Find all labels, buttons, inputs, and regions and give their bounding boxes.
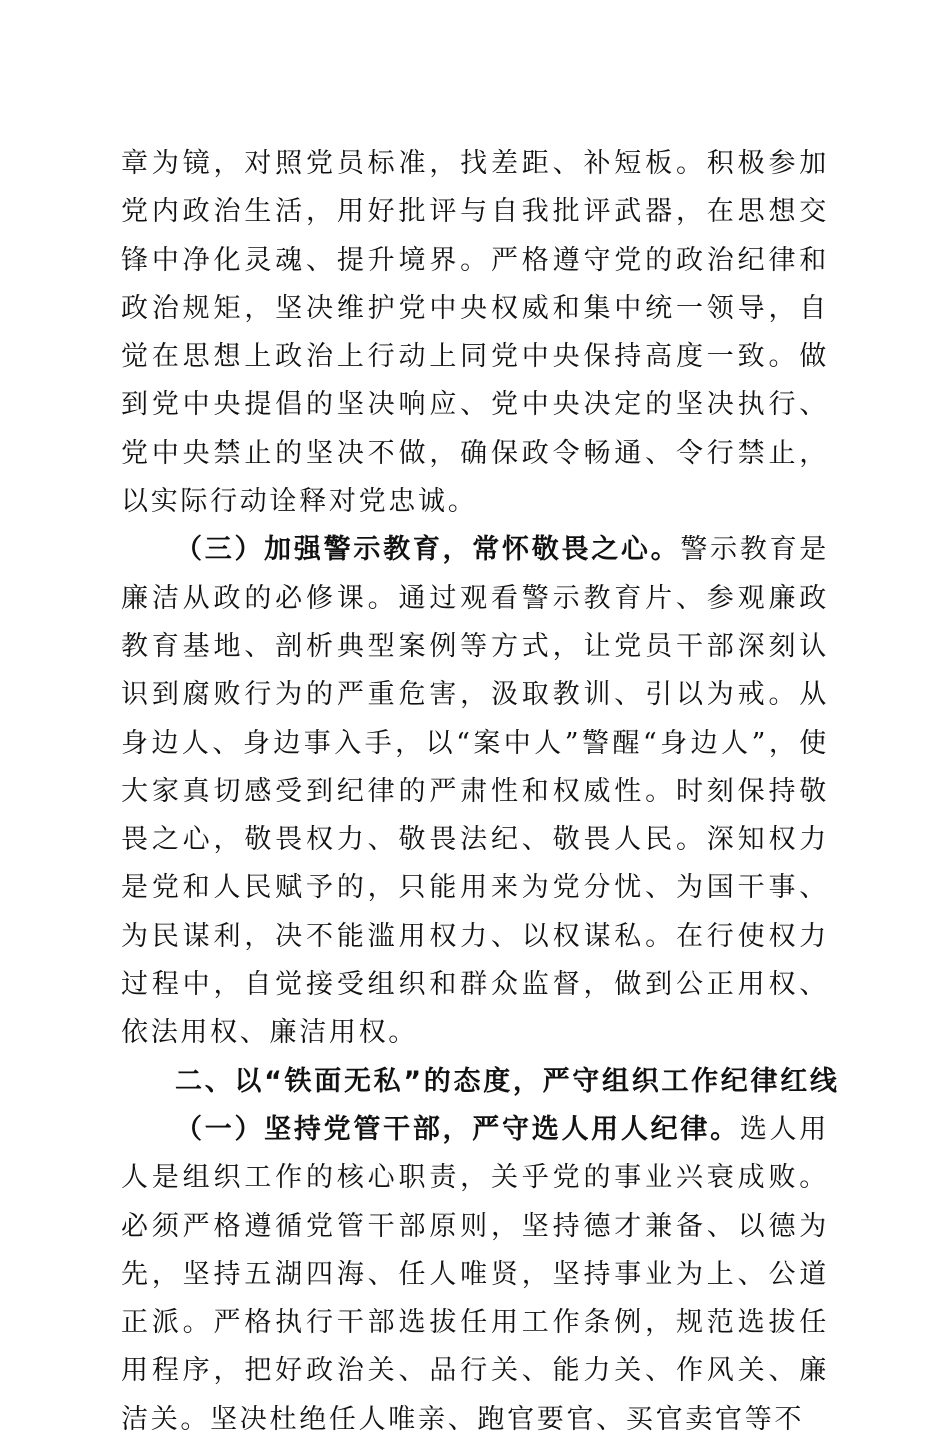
paragraph-text: 章为镜，对照党员标准，找差距、补短板。积极参加党内政治生活，用好批评与自我批评武器，在思想交锋中净化灵魂、提升境界。严格遵守党的政治纪律和政治规矩，坚决维护党中央权威和集中统一领导，自觉在思想上政治上行动上同党中央保持高度一致。做到党中央提倡的坚决响应、党中央决定的坚决执行、党中央禁止的坚决不做，确保政令畅通、令行禁止，以实际行动诠释对党忠诚。 <box>121 148 829 518</box>
subsection-lead: （一）坚持党管干部，严守选人用人纪律。 <box>175 1113 740 1145</box>
paragraph-subsection-1 <box>121 1106 829 1444</box>
section-heading: 二、以“铁面无私”的态度，严守组织工作纪律红线 <box>175 1065 840 1097</box>
paragraph-text: 警示教育是廉洁从政的必修课。通过观看警示教育片、参观廉政教育基地、剖析典型案例等方式，让党员干部深刻认识到腐败行为的严重危害，汲取教训、引以为戒。从身边人、身边事入手，以“案中人”警醒“身边人”，使大家真切感受到纪律的严肃性和权威性。时刻保持敬畏之心，敬畏权力、敬畏法纪、敬畏人民。深知权力是党和人民赋予的，只能用来为党分忧、为国干事、为民谋利，决不能滥用权力、以权谋私。在行使权力过程中，自觉接受组织和群众监督，做到公正用权、依法用权、廉洁用权。 <box>121 534 830 1049</box>
subsection-lead: （三）加强警示教育，常怀敬畏之心。 <box>175 534 681 566</box>
paragraph-text: 选人用人是组织工作的核心职责，关乎党的事业兴衰成败。必须严格遵循党管干部原则，坚持德才兼备、以德为先，坚持五湖四海、任人唯贤，坚持事业为上、公道正派。严格执行干部选拔任用工作条例，规范选拔任用程序，把好政治关、品行关、能力关、作风关、廉洁关。坚决杜绝任人唯亲、跑官要官、买官卖官等不 <box>121 1113 829 1435</box>
paragraph-subsection-3 <box>121 526 829 1057</box>
document-body <box>121 140 840 1444</box>
paragraph-continuation <box>121 140 829 526</box>
